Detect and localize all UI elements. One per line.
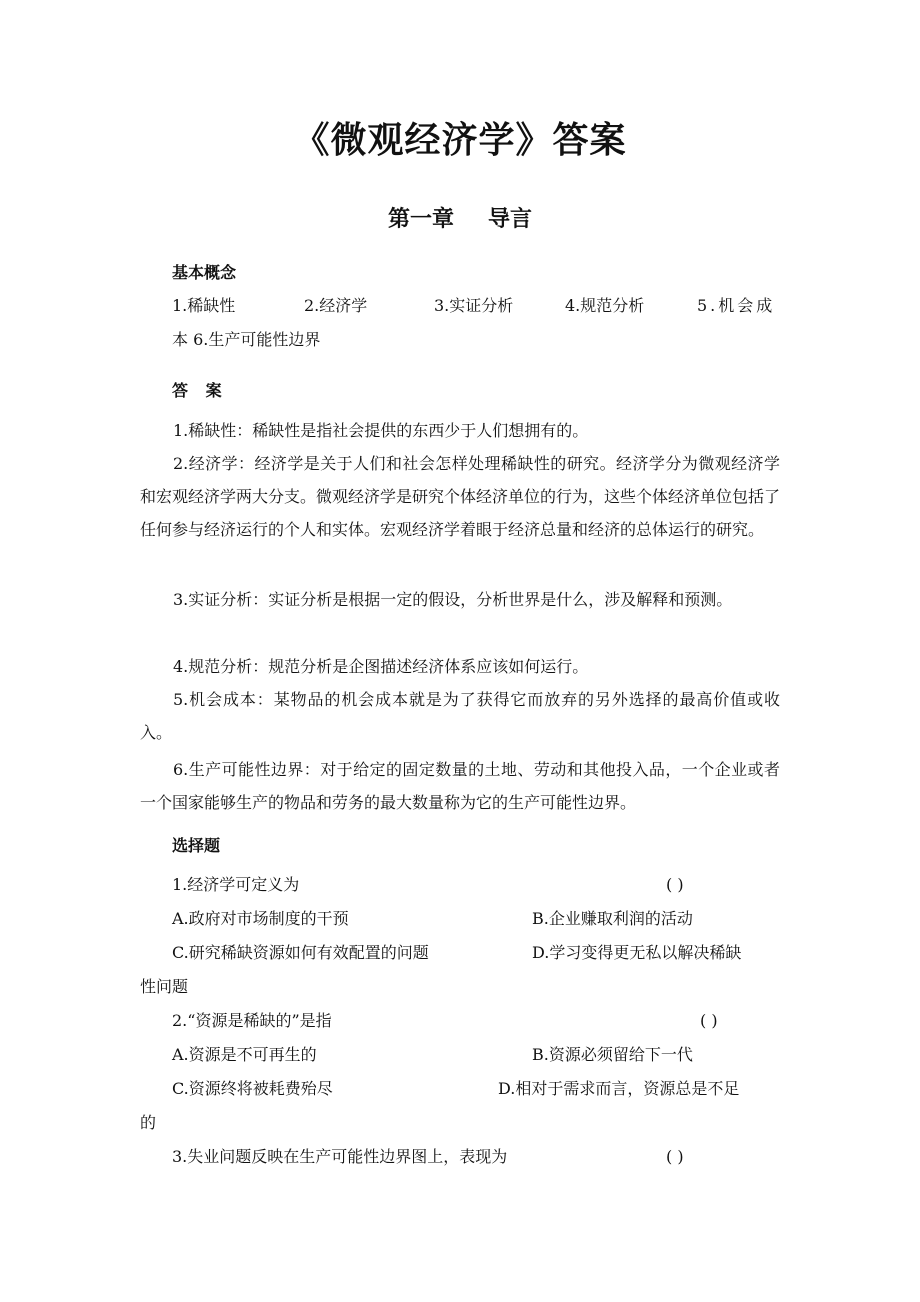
answer-paragraph: 4.规范分析：规范分析是企图描述经济体系应该如何运行。 — [173, 657, 589, 676]
option-a: A.资源是不可再生的 — [172, 1045, 317, 1064]
option-c: C.研究稀缺资源如何有效配置的问题 — [172, 943, 429, 962]
concept-item: 4.规范分析 — [565, 296, 645, 315]
answer-blank: ( ) — [666, 875, 684, 894]
option-d-continued: 性问题 — [140, 977, 189, 996]
answer-paragraph: 1.稀缺性：稀缺性是指社会提供的东西少于人们想拥有的。 — [173, 421, 589, 440]
question-stem: 2.“资源是稀缺的”是指 — [172, 1011, 332, 1030]
answer-paragraph: 3.实证分析：实证分析是根据一定的假设，分析世界是什么，涉及解释和预测。 — [173, 590, 733, 609]
chapter-name: 导言 — [488, 207, 533, 232]
chapter-heading — [0, 202, 920, 233]
concept-item: 本 6.生产可能性边界 — [172, 330, 321, 349]
concept-item: 2.经济学 — [304, 296, 368, 315]
option-d-continued: 的 — [140, 1113, 157, 1132]
option-b: B.企业赚取利润的活动 — [532, 909, 693, 928]
concept-item: 1.稀缺性 — [172, 296, 236, 315]
basic-concepts-heading: 基本概念 — [172, 263, 237, 282]
question-stem: 1.经济学可定义为 — [172, 875, 300, 894]
answer-blank: ( ) — [700, 1011, 718, 1030]
answers-heading: 答 案 — [172, 381, 228, 400]
option-a: A.政府对市场制度的干预 — [172, 909, 349, 928]
answer-paragraph: 6.生产可能性边界：对于给定的固定数量的土地、劳动和其他投入品，一个企业或者一个国家能够生产的物品和劳务的最大数量称为它的生产可能性边界。 — [140, 760, 780, 812]
answer-paragraph: 5.机会成本：某物品的机会成本就是为了获得它而放弃的另外选择的最高价值或收入。 — [140, 690, 780, 742]
document-title: 《微观经济学》答案 — [293, 120, 627, 161]
option-d: D.学习变得更无私以解决稀缺 — [532, 943, 742, 962]
option-b: B.资源必须留给下一代 — [532, 1045, 693, 1064]
choice-heading: 选择题 — [172, 836, 221, 855]
concept-item: 5.机会成 — [697, 296, 776, 315]
chapter-number: 第一章 — [387, 207, 454, 232]
answer-paragraph: 2.经济学：经济学是关于人们和社会怎样处理稀缺性的研究。经济学分为微观经济学和宏观经济学两大分支。微观经济学是研究个体经济单位的行为，这些个体经济单位包括了任何参与经济运行的个人和实体。宏观经济学着眼于经济总量和经济的总体运行的研究。 — [140, 454, 781, 539]
option-d: D.相对于需求而言，资源总是不足 — [498, 1079, 740, 1098]
concept-item: 3.实证分析 — [434, 296, 514, 315]
option-c: C.资源终将被耗费殆尽 — [172, 1079, 333, 1098]
answer-blank: ( ) — [666, 1147, 684, 1166]
question-stem: 3.失业问题反映在生产可能性边界图上，表现为 — [172, 1147, 508, 1166]
